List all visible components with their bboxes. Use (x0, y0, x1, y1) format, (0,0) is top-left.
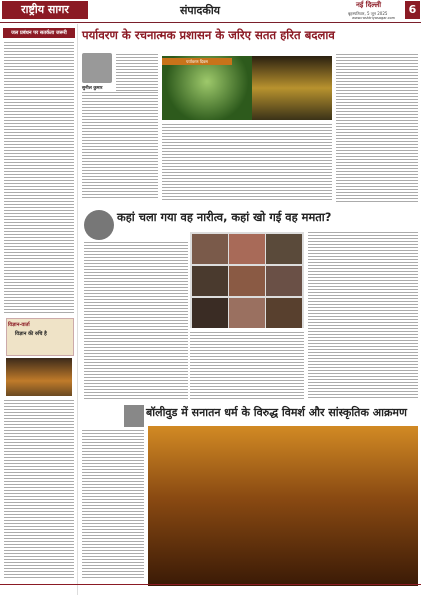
article3-author-photo (124, 405, 144, 427)
article3-illustration (148, 426, 418, 586)
article1-text-intro (116, 54, 158, 92)
article3-text-col1 (82, 430, 144, 580)
website-url: www.rashtriyasagar.com (352, 16, 396, 20)
article3-headline: बॉलीवुड में सनातन धर्म के विरुद्ध विमर्श और सांस्कृतिक आक्रमण (146, 406, 407, 419)
page-number: 6 (405, 1, 420, 19)
newspaper-brand: राष्ट्रीय सागर (2, 1, 88, 19)
article1-text-col2 (162, 124, 332, 200)
article1-photo-label: पर्यावरण दिवस (162, 58, 232, 65)
article2-author-photo (84, 210, 114, 240)
article2-text-col1 (84, 242, 188, 400)
edition-city: नई दिल्ली (356, 1, 382, 9)
article2-headline: कहां चला गया वह नारीत्व, कहां खो गई वह ममता? (117, 210, 332, 224)
section-title: संपादकीय (180, 4, 221, 17)
left-column-heading: जल प्रबंधन पर सतर्कता जरूरी (3, 28, 75, 38)
article1-text-col3 (336, 54, 418, 202)
article1-author: सुनील कुमार (82, 86, 103, 91)
left-column-text (4, 42, 74, 314)
edition-date: बृहस्पतिवार, 5 जून 2025 (348, 11, 388, 16)
article1-author-photo (82, 53, 112, 83)
science-box-subtitle: विज्ञान की रुचि है (15, 331, 47, 337)
left-column-photo (6, 358, 72, 396)
science-box-title: विज्ञान-वार्ता (8, 322, 30, 328)
footer-rule (0, 584, 421, 585)
left-column-text-lower (4, 400, 74, 580)
article1-photo-plant (162, 56, 252, 120)
article2-photo-collage (190, 232, 304, 328)
article1-headline: पर्यावरण के रचनात्मक प्रशासन के जरिए सतत हरित बदलाव (82, 28, 335, 42)
article1-photo-seedling (252, 56, 332, 120)
article1-text-col1 (82, 92, 158, 200)
article2-text-col3 (308, 232, 418, 400)
article2-text-col2 (190, 332, 304, 400)
